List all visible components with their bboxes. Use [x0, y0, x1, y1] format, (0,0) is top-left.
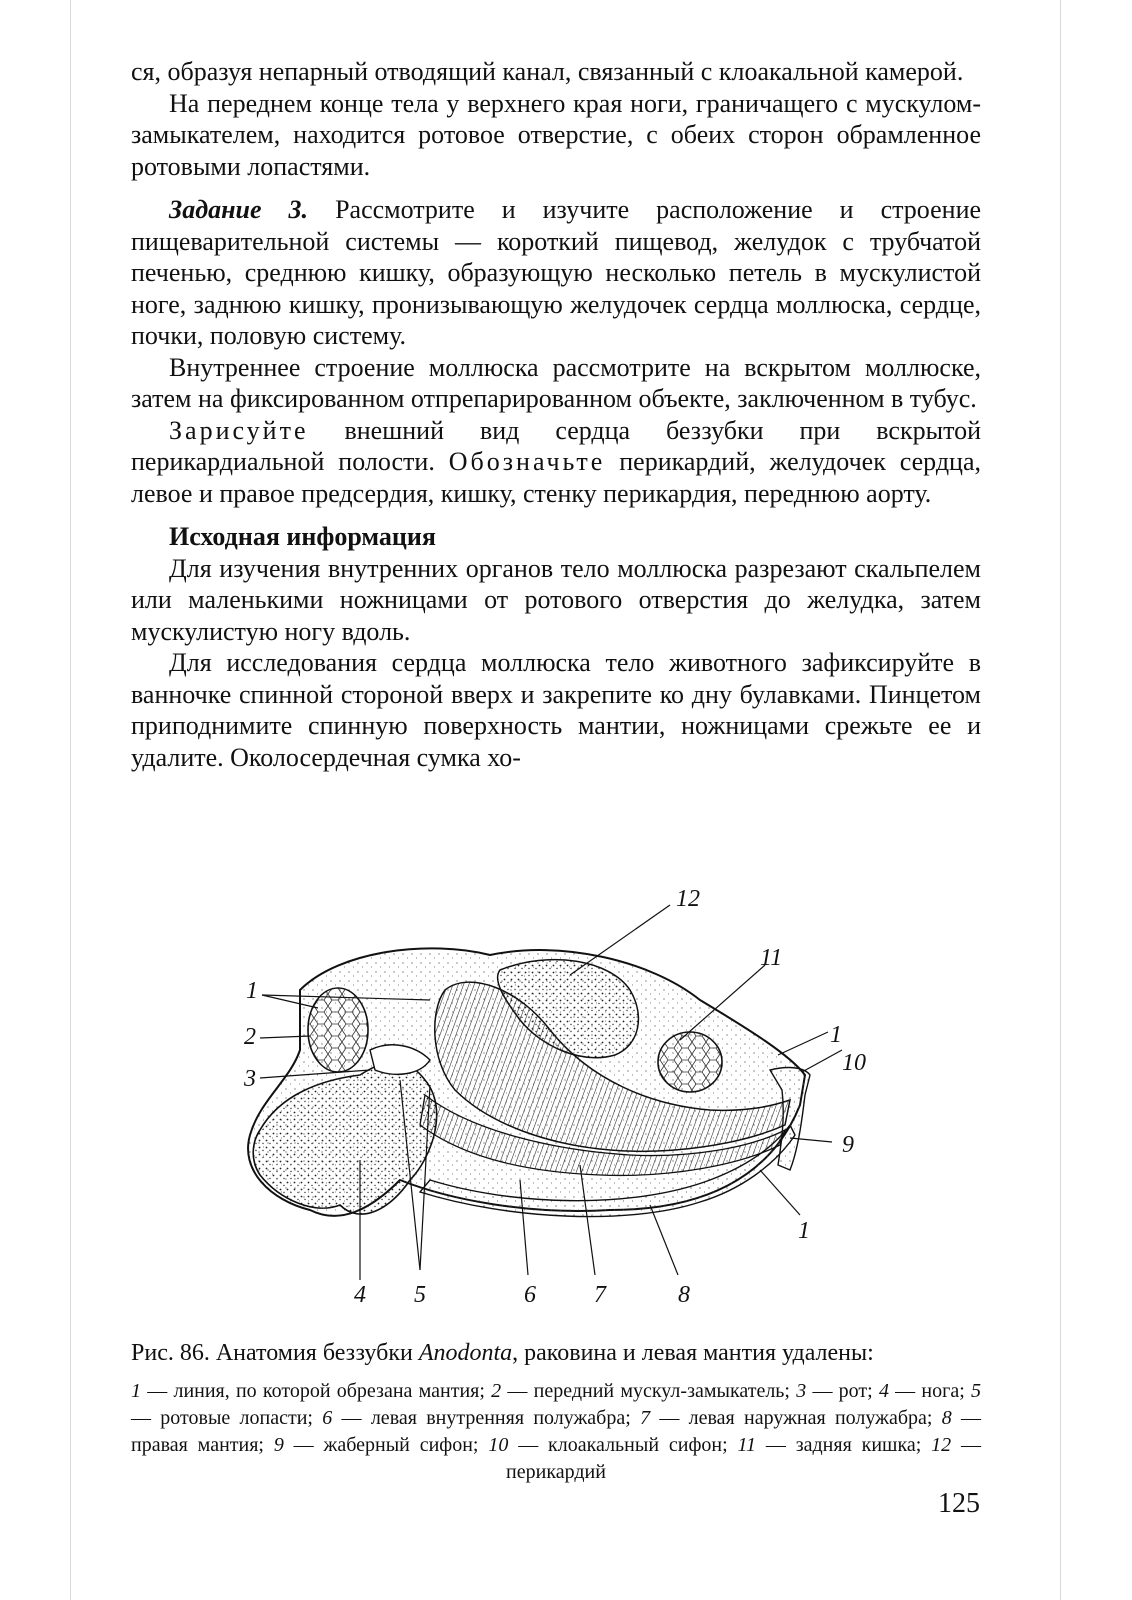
label-4: 4	[354, 1282, 366, 1308]
draw-text: внешний вид сердца беззубки при вскрытой перикардиальной полости.	[131, 415, 982, 476]
task-3-label: Задание 3.	[169, 195, 309, 224]
figure-legend	[131, 1378, 981, 1486]
legend-num: 9	[273, 1434, 284, 1456]
label-3: 3	[244, 1066, 256, 1092]
legend-num: 6	[322, 1407, 333, 1429]
legend-text: — жаберный сифон;	[283, 1434, 489, 1456]
paragraph-draw	[131, 415, 981, 510]
legend-num: 7	[640, 1407, 651, 1429]
posterior-adductor	[658, 1032, 722, 1092]
label-5: 5	[414, 1282, 426, 1308]
page-edge-right	[1060, 0, 1061, 1600]
label-8: 8	[678, 1282, 690, 1308]
task-3	[131, 194, 981, 352]
legend-num: 10	[488, 1434, 509, 1456]
legend-num: 1	[131, 1380, 141, 1402]
legend-text: — перикардий	[506, 1434, 981, 1483]
paragraph-continuation: ся, образуя непарный отводящий канал, связанный с клоакальной камерой.	[131, 57, 964, 86]
draw-verb: Зарисуйте	[169, 415, 309, 445]
figure-caption	[131, 1338, 991, 1368]
label-9: 9	[842, 1132, 854, 1158]
label-1-right-bottom: 1	[798, 1218, 810, 1244]
caption-genus: Anodonta	[418, 1340, 513, 1366]
task-3-text: Рассмотрите и изучите расположение и строение пищеварительной системы — короткий пищевод, желудок с трубчатой печенью, среднюю кишку, образующую несколько петель в мускулистой ноге, заднюю кишку, пронизывающую желудочек сердца моллюска, сердце, почки, половую систему.	[131, 195, 982, 350]
legend-text: — клоакальный сифон;	[508, 1434, 738, 1456]
legend-num: 12	[931, 1434, 952, 1456]
legend-text: — нога;	[888, 1380, 971, 1402]
label-1-right-top: 1	[830, 1022, 842, 1048]
section-heading: Исходная информация	[169, 522, 436, 551]
page-number: 125	[938, 1488, 980, 1519]
legend-text: — задняя кишка;	[756, 1434, 932, 1456]
body-text	[131, 56, 981, 773]
legend-text: — рот;	[806, 1380, 879, 1402]
label-12: 12	[676, 886, 700, 912]
label-10: 10	[842, 1050, 866, 1076]
legend-num: 8	[941, 1407, 952, 1429]
label-7: 7	[594, 1282, 606, 1308]
paragraph-internal: Внутреннее строение моллюска рассмотрите на вскрытом моллюске, затем на фиксированном отпрепарированном объекте, заключенном в тубус.	[131, 352, 981, 413]
legend-text: — левая наружная полужабра;	[650, 1407, 942, 1429]
anodonta-anatomy-figure	[230, 880, 890, 1320]
legend-num: 11	[737, 1434, 757, 1456]
page-edge-left	[70, 0, 71, 1600]
legend-text: — правая мантия;	[131, 1407, 982, 1456]
legend-text: — ротовые лопасти;	[131, 1407, 323, 1429]
legend-text: — левая внутренняя полужабра;	[332, 1407, 641, 1429]
label-2: 2	[244, 1024, 256, 1050]
caption-suffix: , раковина и левая мантия удалены:	[512, 1340, 874, 1366]
info-paragraph-1: Для изучения внутренних органов тело моллюска разрезают скальпелем или маленькими ножницами от ротового отверстия до желудка, затем мускулистую ногу вдоль.	[131, 553, 981, 646]
paragraph-mouth: На переднем конце тела у верхнего края ноги, граничащего с мускулом-замыкателем, находится ротовое отверстие, с обеих сторон обрамленное ротовыми лопастями.	[131, 88, 981, 181]
anterior-adductor	[308, 988, 368, 1072]
mark-verb: Обозначьте	[448, 447, 606, 476]
anodonta-illustration	[230, 880, 890, 1320]
legend-num: 3	[796, 1380, 807, 1402]
legend-text: — линия, по которой обрезана мантия;	[141, 1380, 492, 1402]
legend-num: 5	[970, 1380, 981, 1402]
caption-prefix: Рис. 86. Анатомия беззубки	[131, 1340, 419, 1366]
legend-num: 4	[878, 1380, 889, 1402]
legend-text: — передний мускул-замыкатель;	[501, 1380, 797, 1402]
info-paragraph-2: Для исследования сердца моллюска тело животного зафиксируйте в ванночке спинной стороной вверх и закрепите ко дну булавками. Пинцетом приподнимите спинную поверхность мантии, ножницами срежьте ее и удалите. Околосердечная сумка хо-	[131, 648, 981, 772]
legend-num: 2	[491, 1380, 502, 1402]
mark-text: перикардий, желудочек сердца, левое и правое предсердия, кишку, стенку перикардия, переднюю аорту.	[131, 447, 982, 508]
label-11: 11	[760, 945, 783, 971]
label-1-left: 1	[246, 978, 258, 1004]
label-6: 6	[524, 1282, 536, 1308]
